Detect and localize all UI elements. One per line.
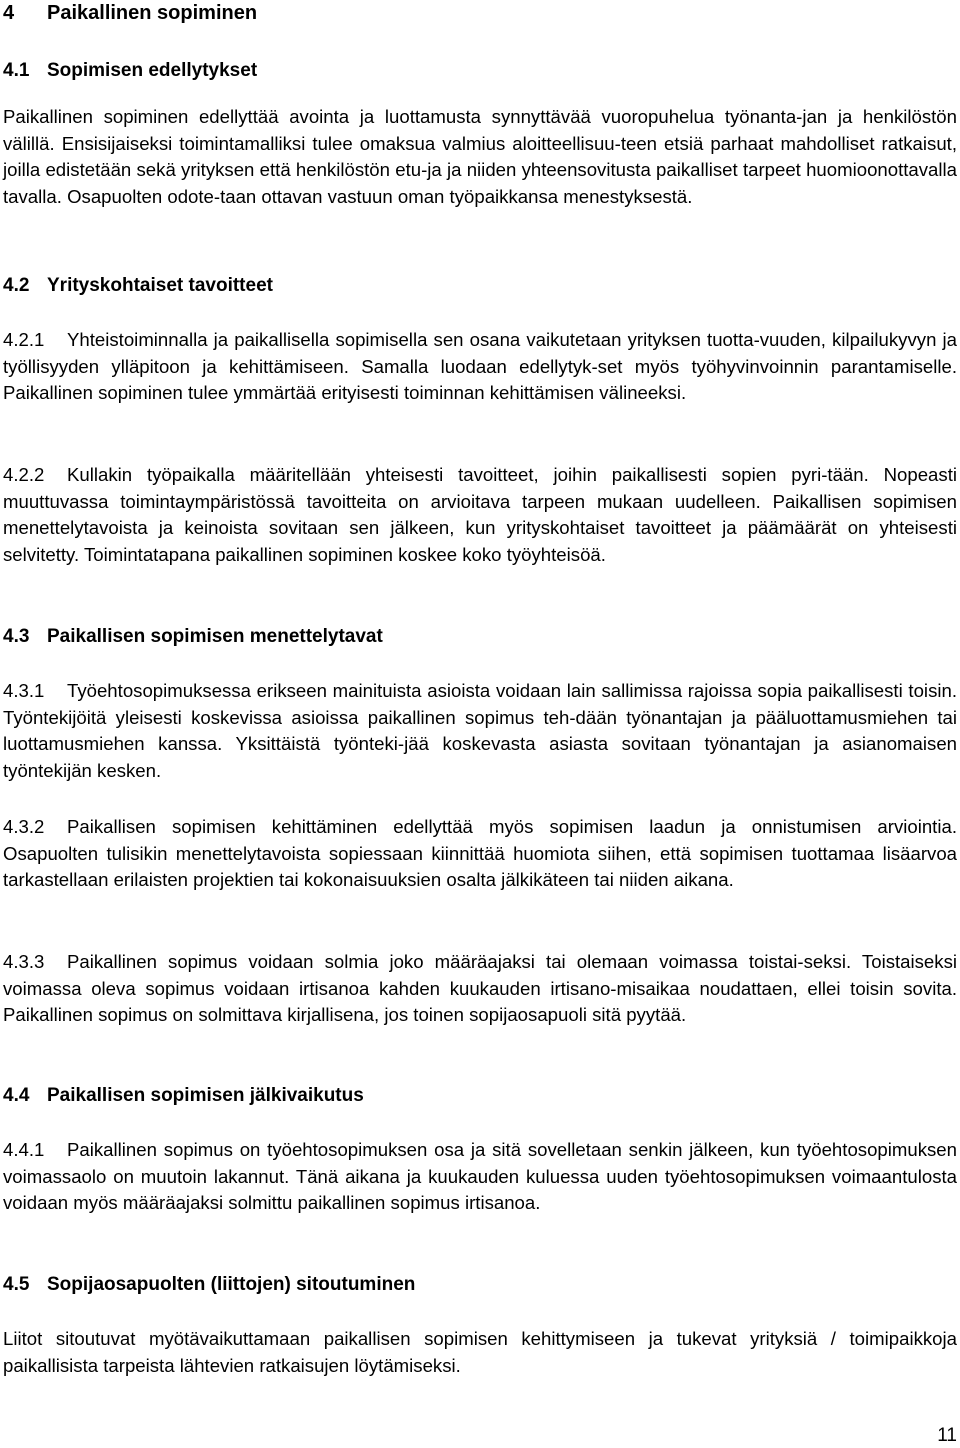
section-number: 4.1 xyxy=(3,60,30,81)
paragraph-text: Paikallisen sopimisen kehittäminen edellyttää myös sopimisen laadun ja onnistumisen arviointia. Osapuolten tulisikin menettelytavoista sopiessaan kiinnittää huomiota siihen, että sopimisen tuottamaa lisäarvoa tarkastellaan erilaisten projektien tai kokonaisuuksien osalta jälkikäteen tai niiden aikana. xyxy=(3,816,957,891)
paragraph-text: Paikallinen sopimus voidaan solmia joko määräajaksi tai olemaan voimassa toistai-seksi. Toistaiseksi voimassa oleva sopimus voidaan irtisanoa kahden kuukauden irtisano-misaikaa noudattaen, ellei toisin sovita. Paikallinen sopimus on solmittava kirjallisena, jos toinen sopijaosapuoli sitä pyytää. xyxy=(3,951,957,1026)
section-4-4-heading xyxy=(3,1083,957,1109)
section-title: Paikallisen sopimisen menettelytavat xyxy=(47,626,383,647)
section-number: 4 xyxy=(3,2,15,24)
section-number: 4.4 xyxy=(3,1085,30,1106)
paragraph-text: Kullakin työpaikalla määritellään yhteisesti tavoitteet, joihin paikallisesti sopien pyri-tään. Nopeasti muuttuvassa toimintaympäristössä tavoitteita on arvioitava tarpeen mukaan uudelleen. Paikallisen sopimisen menettelytavoista ja keinoista sovitaan sen jälkeen, kun yrityskohtaiset tavoitteet ja päämäärät on yhteisesti selvitetty. Toimintatapana paikallinen sopiminen koskee koko työyhteisöä. xyxy=(3,464,957,565)
section-4-1-heading xyxy=(3,58,957,84)
section-4-heading xyxy=(3,0,957,26)
paragraph-4-3-1 xyxy=(3,678,957,784)
paragraph-4-3-2 xyxy=(3,814,957,894)
section-title: Yrityskohtaiset tavoitteet xyxy=(47,275,273,296)
paragraph-text: Paikallinen sopimus on työehtosopimuksen osa ja sitä sovelletaan senkin jälkeen, kun työehtosopimuksen voimassaolo on muutoin lakannut. Tänä aikana ja kuukauden kuluessa uuden työehtosopimuksen voimaantulosta voidaan myös määräajaksi solmittu paikallinen sopimus irtisanoa. xyxy=(3,1139,957,1214)
paragraph-number: 4.3.2 xyxy=(3,816,45,837)
section-number: 4.5 xyxy=(3,1274,30,1295)
section-4-2-heading xyxy=(3,273,957,299)
section-title: Paikallinen sopiminen xyxy=(47,2,258,24)
paragraph-number: 4.3.3 xyxy=(3,951,45,972)
section-4-3-heading xyxy=(3,624,957,650)
section-title: Sopimisen edellytykset xyxy=(47,60,258,81)
paragraph-number: 4.2.2 xyxy=(3,464,45,485)
section-4-1-paragraph: Paikallinen sopiminen edellyttää avointa ja luottamusta synnyttävää vuoropuhelua työnanta-jan ja henkilöstön välillä. Ensisijaiseksi toimintamalliksi tulee omaksua valmius aloitteellisuu-teen etsiä parhaat mahdolliset ratkaisut, joilla edistetään sekä yrityksen että henkilöstön etu-ja ja niiden yhteensovitusta paikalliset tarpeet huomioonottavalla tavalla. Osapuolten odote-taan ottavan vastuun oman työpaikkansa menestyksestä. xyxy=(3,106,957,207)
paragraph-number: 4.4.1 xyxy=(3,1139,45,1160)
section-title: Paikallisen sopimisen jälkivaikutus xyxy=(47,1085,364,1106)
paragraph-4-2-1 xyxy=(3,327,957,407)
paragraph-4-4-1 xyxy=(3,1137,957,1217)
paragraph-text: Työehtosopimuksessa erikseen mainituista asioista voidaan lain sallimissa rajoissa sopia paikallisesti toisin. Työntekijöitä yleisesti koskevissa asioissa paikallinen sopimus teh-dään työnantajan ja pääluottamusmiehen tai luottamusmiehen kanssa. Yksittäistä työnteki-jää koskevasta asiasta sovitaan työnantajan ja asianomaisen työntekijän kesken. xyxy=(3,680,957,781)
paragraph-number: 4.2.1 xyxy=(3,329,45,350)
paragraph-number: 4.3.1 xyxy=(3,680,45,701)
page-number: 11 xyxy=(937,1425,957,1446)
section-title: Sopijaosapuolten (liittojen) sitoutuminen xyxy=(47,1274,416,1295)
section-number: 4.3 xyxy=(3,626,30,647)
section-4-5-heading xyxy=(3,1272,957,1298)
paragraph-4-3-3 xyxy=(3,949,957,1029)
section-number: 4.2 xyxy=(3,275,30,296)
paragraph-text: Yhteistoiminnalla ja paikallisella sopimisella sen osana vaikutetaan yrityksen tuotta-vuuden, kilpailukyvyn ja työllisyyden ylläpitoon ja kehittämiseen. Samalla luodaan edellytyk-set myös työhyvinvoinnin parantamiselle. Paikallinen sopiminen tulee ymmärtää erityisesti toiminnan kehittämisen välineeksi. xyxy=(3,329,957,404)
paragraph-4-2-2 xyxy=(3,462,957,568)
section-4-5-paragraph: Liitot sitoutuvat myötävaikuttamaan paikallisen sopimisen kehittymiseen ja tukevat yrityksiä / toimipaikkoja paikallisista tarpeista lähtevien ratkaisujen löytämiseksi. xyxy=(3,1328,957,1376)
